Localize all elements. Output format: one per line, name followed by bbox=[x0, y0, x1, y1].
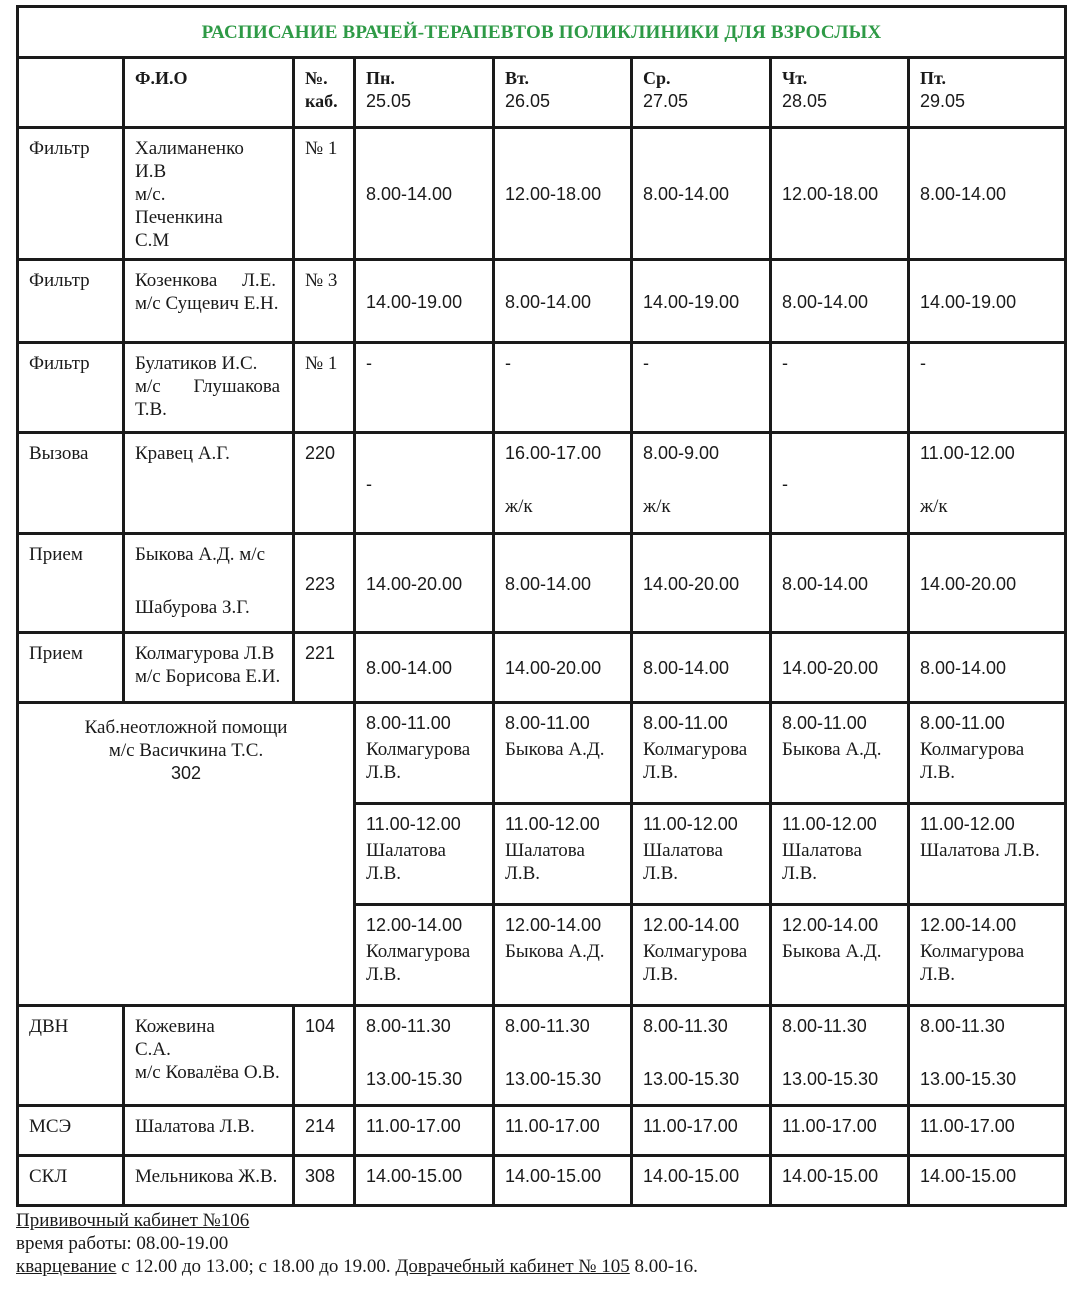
time-cell: - bbox=[355, 343, 494, 433]
table-row bbox=[18, 128, 1066, 260]
doctor-name: Колмагурова Л.В bbox=[135, 643, 275, 664]
row-cabinet: 221 bbox=[294, 633, 355, 703]
row-names bbox=[124, 343, 294, 433]
row-names bbox=[124, 260, 294, 343]
time-cell: 8.00-14.00 bbox=[771, 534, 909, 633]
urgent-slot-cell bbox=[494, 703, 632, 804]
doctor-name: Козенкова Л.Е. bbox=[135, 270, 276, 291]
time-cell: - bbox=[632, 343, 771, 433]
time-cell: 14.00-20.00 bbox=[632, 534, 771, 633]
row-names bbox=[124, 534, 294, 633]
row-cabinet: 104 bbox=[294, 1006, 355, 1106]
slot-doctor: Колмагурова Л.В. bbox=[920, 739, 1025, 783]
day-date: 25.05 bbox=[366, 91, 412, 111]
slot-time: 12.00-14.00 bbox=[505, 915, 602, 935]
time-cell bbox=[494, 1006, 632, 1106]
time-cell: 14.00-15.00 bbox=[494, 1156, 632, 1206]
slot-doctor: Шалатова Л.В. bbox=[505, 840, 585, 884]
schedule-sheet bbox=[16, 5, 1064, 1207]
time-cell: - bbox=[494, 343, 632, 433]
doctor-name: Кожевина С.А. bbox=[135, 1016, 215, 1060]
time-cell: 14.00-19.00 bbox=[355, 260, 494, 343]
time-value: 8.00-11.30 bbox=[782, 1016, 867, 1036]
day-date: 26.05 bbox=[505, 91, 551, 111]
slot-time: 11.00-12.00 bbox=[920, 814, 1015, 834]
time-cell: 11.00-17.00 bbox=[771, 1106, 909, 1156]
time-cell: 11.00-17.00 bbox=[355, 1106, 494, 1156]
time-cell: 8.00-14.00 bbox=[494, 534, 632, 633]
time-cell: 11.00-17.00 bbox=[909, 1106, 1066, 1156]
row-cabinet: 214 bbox=[294, 1106, 355, 1156]
row-type: СКЛ bbox=[18, 1156, 124, 1206]
time-cell: 8.00-14.00 bbox=[632, 128, 771, 260]
quartz-label: кварцевание bbox=[16, 1256, 117, 1277]
time-value: 13.00-15.30 bbox=[920, 1069, 1017, 1089]
slot-doctor: Шалатова Л.В. bbox=[920, 840, 1040, 861]
slot-time: 12.00-14.00 bbox=[366, 915, 463, 935]
schedule-table bbox=[16, 5, 1067, 1207]
row-names: Мельникова Ж.В. bbox=[124, 1156, 294, 1206]
slot-doctor: Колмагурова Л.В. bbox=[920, 941, 1025, 985]
slot-time: 8.00-11.00 bbox=[920, 713, 1005, 733]
time-value: 8.00-11.30 bbox=[366, 1016, 451, 1036]
slot-time: 8.00-11.00 bbox=[782, 713, 867, 733]
day-name: Пн. bbox=[366, 68, 395, 88]
row-names: Шалатова Л.В. bbox=[124, 1106, 294, 1156]
header-day-tue bbox=[494, 58, 632, 128]
time-cell: 8.00-14.00 bbox=[494, 260, 632, 343]
footer-notes bbox=[16, 1209, 698, 1278]
time-value: 13.00-15.30 bbox=[782, 1069, 879, 1089]
slot-time: 11.00-12.00 bbox=[643, 814, 738, 834]
urgent-slot-cell bbox=[771, 905, 909, 1006]
vaccination-hours: время работы: 08.00-19.00 bbox=[16, 1233, 229, 1254]
time-cell: 8.00-14.00 bbox=[771, 260, 909, 343]
urgent-slot-cell bbox=[355, 804, 494, 905]
time-cell bbox=[494, 433, 632, 534]
table-row bbox=[18, 1006, 1066, 1106]
time-value: 8.00-11.30 bbox=[505, 1016, 590, 1036]
urgent-slot-cell bbox=[494, 804, 632, 905]
table-row bbox=[18, 534, 1066, 633]
nurse-name: Шабурова З.Г. bbox=[135, 597, 250, 618]
header-cabinet-line1: №. bbox=[305, 68, 328, 88]
day-date: 27.05 bbox=[643, 91, 689, 111]
row-cabinet: 223 bbox=[294, 534, 355, 633]
urgent-slot-cell bbox=[355, 905, 494, 1006]
table-row bbox=[18, 633, 1066, 703]
slot-time: 12.00-14.00 bbox=[920, 915, 1017, 935]
table-row bbox=[18, 260, 1066, 343]
urgent-slot-cell bbox=[771, 804, 909, 905]
day-name: Чт. bbox=[782, 68, 808, 88]
nurse-name: Т.В. bbox=[135, 399, 167, 420]
urgent-slot-cell bbox=[909, 703, 1066, 804]
time-value: 13.00-15.30 bbox=[505, 1069, 602, 1089]
row-names bbox=[124, 1006, 294, 1106]
urgent-slot-cell bbox=[632, 703, 771, 804]
time-cell: 14.00-15.00 bbox=[909, 1156, 1066, 1206]
row-names bbox=[124, 433, 294, 534]
time-cell: 14.00-19.00 bbox=[909, 260, 1066, 343]
slot-time: 8.00-11.00 bbox=[366, 713, 451, 733]
time-cell: 8.00-14.00 bbox=[355, 128, 494, 260]
row-type: Фильтр bbox=[18, 128, 124, 260]
slot-doctor: Шалатова Л.В. bbox=[782, 840, 862, 884]
day-date: 29.05 bbox=[920, 91, 966, 111]
row-type: Прием bbox=[18, 633, 124, 703]
nurse-name: м/с. Печенкина bbox=[135, 184, 223, 228]
footer-line3 bbox=[16, 1255, 698, 1278]
time-cell bbox=[771, 1006, 909, 1106]
time-cell bbox=[355, 1006, 494, 1106]
slot-time: 12.00-14.00 bbox=[643, 915, 740, 935]
header-type-cell bbox=[18, 58, 124, 128]
slot-doctor: Колмагурова Л.В. bbox=[366, 739, 471, 783]
time-cell: - bbox=[355, 433, 494, 534]
table-row bbox=[18, 1106, 1066, 1156]
urgent-slot-cell bbox=[632, 905, 771, 1006]
time-cell: 8.00-14.00 bbox=[355, 633, 494, 703]
time-cell bbox=[909, 433, 1066, 534]
time-value: 13.00-15.30 bbox=[643, 1069, 740, 1089]
slot-time: 11.00-12.00 bbox=[505, 814, 600, 834]
slot-doctor: Колмагурова Л.В. bbox=[643, 739, 748, 783]
slot-time: 11.00-12.00 bbox=[366, 814, 461, 834]
row-type: Фильтр bbox=[18, 260, 124, 343]
header-cabinet bbox=[294, 58, 355, 128]
header-day-fri bbox=[909, 58, 1066, 128]
time-cell: 14.00-15.00 bbox=[632, 1156, 771, 1206]
time-cell: 14.00-20.00 bbox=[909, 534, 1066, 633]
slot-doctor: Быкова А.Д. bbox=[505, 739, 605, 760]
header-row bbox=[18, 58, 1066, 128]
nurse-name: м/с Борисова Е.И. bbox=[135, 666, 281, 687]
row-names bbox=[124, 128, 294, 260]
time-cell: 14.00-15.00 bbox=[355, 1156, 494, 1206]
table-row bbox=[18, 1156, 1066, 1206]
row-type: Прием bbox=[18, 534, 124, 633]
vaccination-cabinet-label: Прививочный кабинет №106 bbox=[16, 1210, 250, 1231]
time-cell: 12.00-18.00 bbox=[771, 128, 909, 260]
row-type: МСЭ bbox=[18, 1106, 124, 1156]
slot-doctor: Быкова А.Д. bbox=[782, 941, 882, 962]
time-cell: 12.00-18.00 bbox=[494, 128, 632, 260]
nurse-name: С.М bbox=[135, 230, 170, 251]
time-cell: 8.00-14.00 bbox=[632, 633, 771, 703]
row-cabinet: 220 bbox=[294, 433, 355, 534]
table-title: РАСПИСАНИЕ ВРАЧЕЙ-ТЕРАПЕВТОВ ПОЛИКЛИНИКИ ДЛЯ ВЗРОСЛЫХ bbox=[18, 7, 1066, 58]
urgent-slot-cell bbox=[632, 804, 771, 905]
time-value: 8.00-11.30 bbox=[643, 1016, 728, 1036]
slot-time: 8.00-11.00 bbox=[505, 713, 590, 733]
doctor-name: Кравец А.Г. bbox=[135, 443, 230, 464]
doctor-name: Булатиков И.С. bbox=[135, 353, 258, 374]
time-cell: 8.00-14.00 bbox=[909, 633, 1066, 703]
slot-doctor: Быкова А.Д. bbox=[782, 739, 882, 760]
time-cell: 11.00-17.00 bbox=[494, 1106, 632, 1156]
time-note: ж/к bbox=[505, 496, 533, 517]
time-cell: 14.00-19.00 bbox=[632, 260, 771, 343]
row-cabinet: № 1 bbox=[294, 128, 355, 260]
header-day-mon bbox=[355, 58, 494, 128]
urgent-cabinet-label bbox=[18, 703, 355, 1006]
time-value: 8.00-11.30 bbox=[920, 1016, 1005, 1036]
row-type: Фильтр bbox=[18, 343, 124, 433]
doctor-name: И.В bbox=[135, 161, 167, 182]
time-cell: - bbox=[771, 343, 909, 433]
header-cabinet-line2: каб. bbox=[305, 91, 338, 111]
urgent-slot-cell bbox=[355, 703, 494, 804]
time-cell: - bbox=[909, 343, 1066, 433]
time-cell bbox=[632, 1006, 771, 1106]
time-cell: - bbox=[771, 433, 909, 534]
time-value: 13.00-15.30 bbox=[366, 1069, 463, 1089]
nurse-name: м/с Глушакова bbox=[135, 376, 281, 397]
table-row bbox=[18, 343, 1066, 433]
nurse-name: м/с Ковалёва О.В. bbox=[135, 1062, 280, 1083]
time-note: ж/к bbox=[920, 496, 948, 517]
urgent-label-cabinet: 302 bbox=[170, 763, 202, 783]
time-value: 8.00-9.00 bbox=[643, 443, 720, 463]
row-cabinet: 308 bbox=[294, 1156, 355, 1206]
row-cabinet: № 3 bbox=[294, 260, 355, 343]
day-name: Вт. bbox=[505, 68, 529, 88]
urgent-label-title: Каб.неотложной помощи bbox=[84, 717, 288, 738]
time-cell bbox=[632, 433, 771, 534]
time-cell: 11.00-17.00 bbox=[632, 1106, 771, 1156]
header-day-wed bbox=[632, 58, 771, 128]
slot-doctor: Шалатова Л.В. bbox=[366, 840, 446, 884]
slot-time: 12.00-14.00 bbox=[782, 915, 879, 935]
slot-doctor: Быкова А.Д. bbox=[505, 941, 605, 962]
row-names bbox=[124, 633, 294, 703]
row-type: Вызова bbox=[18, 433, 124, 534]
slot-time: 8.00-11.00 bbox=[643, 713, 728, 733]
time-value: 16.00-17.00 bbox=[505, 443, 602, 463]
quartz-hours: с 12.00 до 13.00; с 18.00 до 19.00. bbox=[116, 1256, 396, 1277]
slot-doctor: Колмагурова Л.В. bbox=[366, 941, 471, 985]
doctor-name: Быкова А.Д. м/с bbox=[135, 544, 266, 565]
day-date: 28.05 bbox=[782, 91, 828, 111]
row-type: ДВН bbox=[18, 1006, 124, 1106]
time-cell: 8.00-14.00 bbox=[909, 128, 1066, 260]
urgent-slot-cell bbox=[494, 905, 632, 1006]
day-name: Пт. bbox=[920, 68, 946, 88]
row-cabinet: № 1 bbox=[294, 343, 355, 433]
prehospital-hours: 8.00-16. bbox=[629, 1256, 698, 1277]
urgent-label-nurse: м/с Васичкина Т.С. bbox=[108, 740, 264, 761]
slot-doctor: Шалатова Л.В. bbox=[643, 840, 723, 884]
table-row bbox=[18, 433, 1066, 534]
slot-time: 11.00-12.00 bbox=[782, 814, 877, 834]
time-value: 11.00-12.00 bbox=[920, 443, 1015, 463]
nurse-name: м/с Сущевич Е.Н. bbox=[135, 293, 279, 314]
urgent-slot-cell bbox=[909, 804, 1066, 905]
urgent-slot-cell bbox=[771, 703, 909, 804]
time-cell: 14.00-20.00 bbox=[494, 633, 632, 703]
day-name: Ср. bbox=[643, 68, 671, 88]
urgent-slot-row bbox=[18, 703, 1066, 804]
time-cell: 14.00-20.00 bbox=[355, 534, 494, 633]
time-cell: 14.00-20.00 bbox=[771, 633, 909, 703]
header-fio: Ф.И.О bbox=[124, 58, 294, 128]
doctor-name: Халиманенко bbox=[135, 138, 244, 159]
time-cell bbox=[909, 1006, 1066, 1106]
slot-doctor: Колмагурова Л.В. bbox=[643, 941, 748, 985]
header-day-thu bbox=[771, 58, 909, 128]
time-note: ж/к bbox=[643, 496, 671, 517]
urgent-slot-cell bbox=[909, 905, 1066, 1006]
time-cell: 14.00-15.00 bbox=[771, 1156, 909, 1206]
prehospital-cabinet-label: Доврачебный кабинет № 105 bbox=[395, 1256, 630, 1277]
